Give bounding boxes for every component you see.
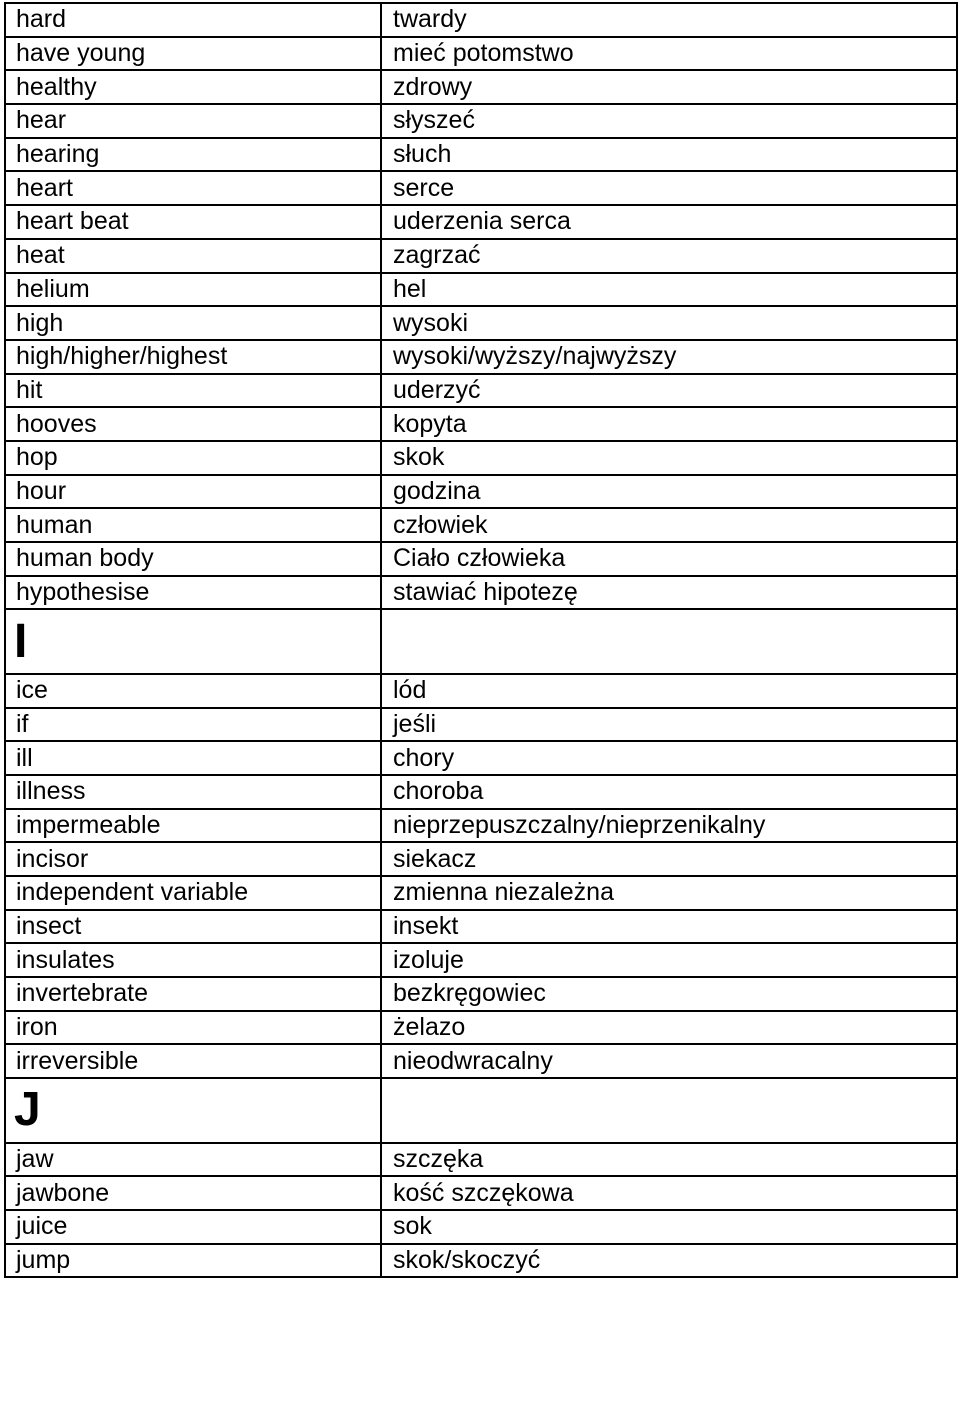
polish-translation: bezkręgowiec <box>381 977 957 1011</box>
vocab-row <box>5 1210 957 1244</box>
polish-translation: zmienna niezależna <box>381 876 957 910</box>
vocabulary-table-body <box>5 3 957 1277</box>
polish-translation: twardy <box>381 3 957 37</box>
vocab-row <box>5 104 957 138</box>
vocab-row <box>5 542 957 576</box>
vocab-row <box>5 1011 957 1045</box>
vocab-row <box>5 1044 957 1078</box>
polish-translation: serce <box>381 171 957 205</box>
vocab-row <box>5 977 957 1011</box>
polish-translation: mieć potomstwo <box>381 37 957 71</box>
polish-translation: godzina <box>381 475 957 509</box>
vocab-row <box>5 775 957 809</box>
polish-translation: insekt <box>381 910 957 944</box>
english-term: hop <box>5 441 381 475</box>
english-term: healthy <box>5 70 381 104</box>
vocab-row <box>5 239 957 273</box>
english-term: hearing <box>5 138 381 172</box>
english-term: if <box>5 708 381 742</box>
polish-translation: zdrowy <box>381 70 957 104</box>
section-header-row <box>5 609 957 674</box>
vocab-row <box>5 70 957 104</box>
vocab-row <box>5 273 957 307</box>
english-term: have young <box>5 37 381 71</box>
section-letter: I <box>5 609 381 674</box>
english-term: hour <box>5 475 381 509</box>
polish-translation: nieodwracalny <box>381 1044 957 1078</box>
vocab-row <box>5 809 957 843</box>
polish-translation: stawiać hipotezę <box>381 576 957 610</box>
polish-translation: skok/skoczyć <box>381 1244 957 1278</box>
vocab-row <box>5 1176 957 1210</box>
english-term: insect <box>5 910 381 944</box>
polish-translation: lód <box>381 674 957 708</box>
section-empty-cell <box>381 1078 957 1143</box>
vocab-row <box>5 842 957 876</box>
polish-translation: siekacz <box>381 842 957 876</box>
vocab-row <box>5 1143 957 1177</box>
vocab-row <box>5 674 957 708</box>
vocab-row <box>5 205 957 239</box>
vocab-row <box>5 741 957 775</box>
section-empty-cell <box>381 609 957 674</box>
english-term: invertebrate <box>5 977 381 1011</box>
polish-translation: wysoki <box>381 306 957 340</box>
english-term: illness <box>5 775 381 809</box>
vocab-row <box>5 441 957 475</box>
polish-translation: chory <box>381 741 957 775</box>
vocab-row <box>5 37 957 71</box>
polish-translation: kopyta <box>381 407 957 441</box>
english-term: jawbone <box>5 1176 381 1210</box>
english-term: ill <box>5 741 381 775</box>
vocab-row <box>5 3 957 37</box>
english-term: high <box>5 306 381 340</box>
polish-translation: żelazo <box>381 1011 957 1045</box>
polish-translation: choroba <box>381 775 957 809</box>
polish-translation: skok <box>381 441 957 475</box>
polish-translation: zagrzać <box>381 239 957 273</box>
english-term: hypothesise <box>5 576 381 610</box>
english-term: incisor <box>5 842 381 876</box>
vocab-row <box>5 340 957 374</box>
english-term: hit <box>5 374 381 408</box>
vocab-row <box>5 910 957 944</box>
english-term: jump <box>5 1244 381 1278</box>
polish-translation: hel <box>381 273 957 307</box>
polish-translation: Ciało człowieka <box>381 542 957 576</box>
polish-translation: jeśli <box>381 708 957 742</box>
vocab-row <box>5 1244 957 1278</box>
polish-translation: uderzyć <box>381 374 957 408</box>
english-term: independent variable <box>5 876 381 910</box>
vocab-row <box>5 374 957 408</box>
polish-translation: kość szczękowa <box>381 1176 957 1210</box>
english-term: irreversible <box>5 1044 381 1078</box>
english-term: heart <box>5 171 381 205</box>
polish-translation: nieprzepuszczalny/nieprzenikalny <box>381 809 957 843</box>
polish-translation: słyszeć <box>381 104 957 138</box>
polish-translation: wysoki/wyższy/najwyższy <box>381 340 957 374</box>
polish-translation: izoluje <box>381 943 957 977</box>
polish-translation: uderzenia serca <box>381 205 957 239</box>
vocab-row <box>5 138 957 172</box>
english-term: human <box>5 508 381 542</box>
english-term: juice <box>5 1210 381 1244</box>
english-term: impermeable <box>5 809 381 843</box>
vocab-row <box>5 943 957 977</box>
english-term: ice <box>5 674 381 708</box>
section-header-row <box>5 1078 957 1143</box>
english-term: hooves <box>5 407 381 441</box>
polish-translation: słuch <box>381 138 957 172</box>
vocabulary-table <box>4 2 958 1278</box>
vocab-row <box>5 576 957 610</box>
english-term: human body <box>5 542 381 576</box>
english-term: insulates <box>5 943 381 977</box>
english-term: heat <box>5 239 381 273</box>
polish-translation: szczęka <box>381 1143 957 1177</box>
vocab-row <box>5 475 957 509</box>
english-term: high/higher/highest <box>5 340 381 374</box>
vocab-row <box>5 306 957 340</box>
english-term: helium <box>5 273 381 307</box>
english-term: jaw <box>5 1143 381 1177</box>
english-term: hear <box>5 104 381 138</box>
vocab-row <box>5 508 957 542</box>
vocab-row <box>5 171 957 205</box>
section-letter: J <box>5 1078 381 1143</box>
vocab-row <box>5 407 957 441</box>
english-term: hard <box>5 3 381 37</box>
vocab-row <box>5 876 957 910</box>
english-term: iron <box>5 1011 381 1045</box>
polish-translation: sok <box>381 1210 957 1244</box>
polish-translation: człowiek <box>381 508 957 542</box>
vocab-row <box>5 708 957 742</box>
english-term: heart beat <box>5 205 381 239</box>
